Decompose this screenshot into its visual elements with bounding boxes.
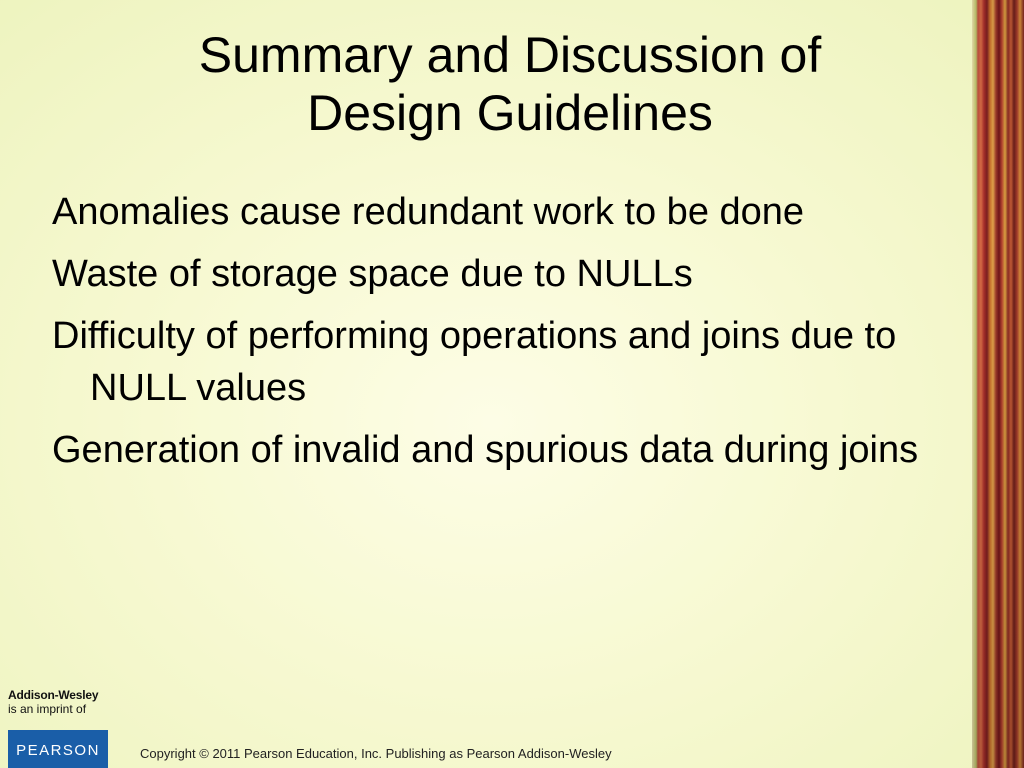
brand-subtitle: is an imprint of [8,702,87,716]
decorative-side-strip [972,0,1024,768]
bullet-item: Anomalies cause redundant work to be done [52,191,805,233]
pearson-logo [8,730,108,768]
brand-name: Addison-Wesley [8,688,99,702]
slide-title [60,26,960,142]
slide-title-line-1: Summary and Discussion of [198,27,822,83]
copyright-notice: Copyright © 2011 Pearson Education, Inc. Publishing as Pearson Addison-Wesley [140,746,612,761]
bullet-list [52,186,962,486]
pearson-logo-text: PEARSON [16,741,100,759]
publisher-brand [8,688,108,768]
bullet-item: Difficulty of performing operations and joins due to NULL values [52,315,897,409]
bullet-item: Generation of invalid and spurious data during joins [52,429,919,471]
bullet-item: Waste of storage space due to NULLs [52,253,693,295]
slide-title-line-2: Design Guidelines [307,85,713,141]
